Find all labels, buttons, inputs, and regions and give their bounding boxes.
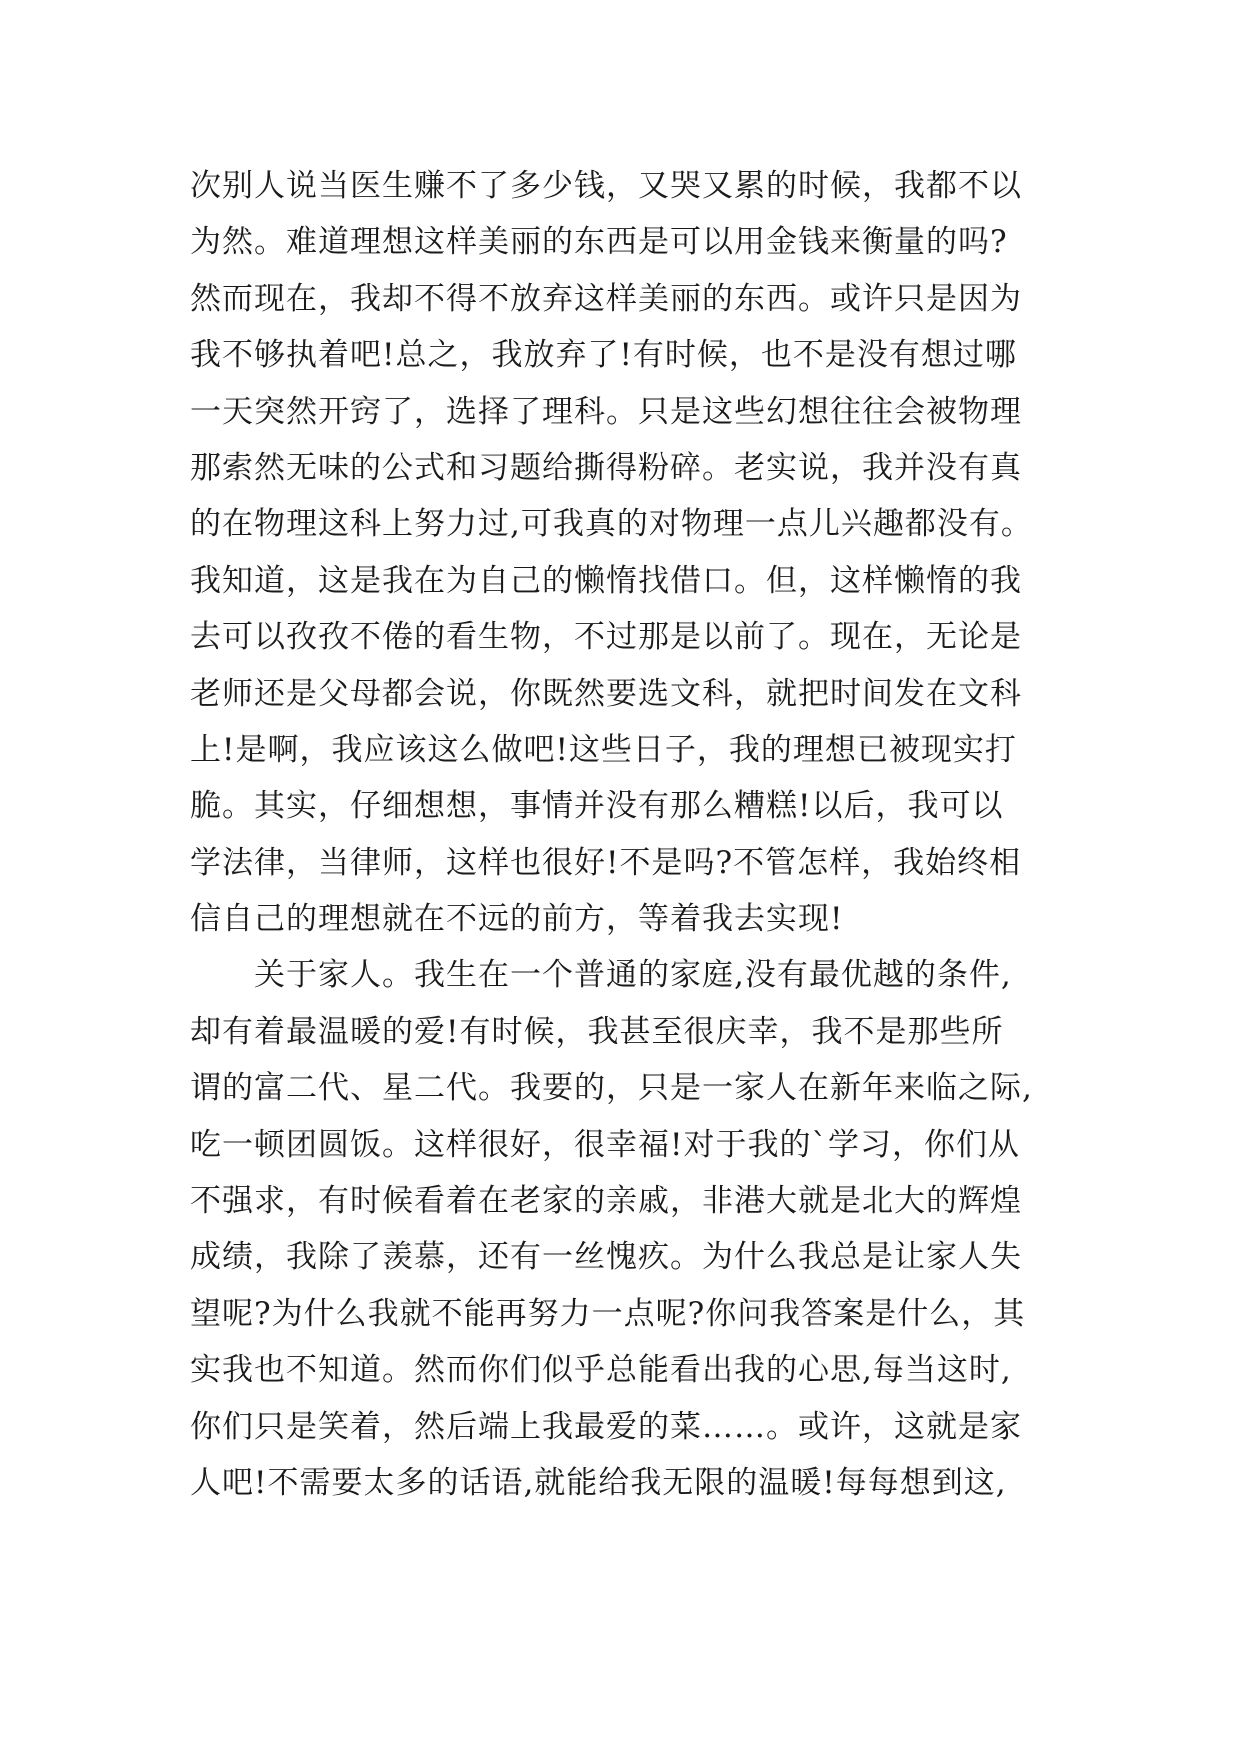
text-line: 谓的富二代、星二代。我要的，只是一家人在新年来临之际, bbox=[190, 1070, 1033, 1107]
text-line: 上!是啊，我应该这么做吧!这些日子，我的理想已被现实打 bbox=[190, 731, 1017, 768]
paragraph-start-line: 关于家人。我生在一个普通的家庭,没有最优越的条件, bbox=[190, 957, 1012, 994]
text-line: 老师还是父母都会说，你既然要选文科，就把时间发在文科 bbox=[190, 675, 1022, 712]
text-line: 信自己的理想就在不远的前方，等着我去实现! bbox=[190, 901, 844, 938]
text-line: 脆。其实，仔细想想，事情并没有那么糟糕!以后，我可以 bbox=[190, 788, 1004, 825]
text-line: 不强求，有时候看着在老家的亲戚，非港大就是北大的辉煌 bbox=[190, 1183, 1022, 1220]
text-line: 实我也不知道。然而你们似乎总能看出我的心思,每当这时, bbox=[190, 1352, 1012, 1389]
text-line: 望呢?为什么我就不能再努力一点呢?你问我答案是什么，其 bbox=[190, 1295, 1026, 1332]
text-line: 那索然无味的公式和习题给撕得粉碎。老实说，我并没有真 bbox=[190, 449, 1022, 486]
body-text bbox=[190, 158, 1050, 1511]
text-line: 学法律，当律师，这样也很好!不是吗?不管怎样，我始终相 bbox=[190, 844, 1022, 881]
text-line: 你们只是笑着，然后端上我最爱的菜……。或许，这就是家 bbox=[190, 1408, 1022, 1445]
text-line: 吃一顿团圆饭。这样很好，很幸福!对于我的`学习，你们从 bbox=[190, 1126, 1020, 1163]
text-line: 然而现在，我却不得不放弃这样美丽的东西。或许只是因为 bbox=[190, 280, 1022, 317]
text-line: 我不够执着吧!总之，我放弃了!有时候，也不是没有想过哪 bbox=[190, 337, 1017, 374]
text-line: 成绩，我除了羡慕，还有一丝愧疚。为什么我总是让家人失 bbox=[190, 1239, 1022, 1276]
text-line: 我知道，这是我在为自己的懒惰找借口。但，这样懒惰的我 bbox=[190, 562, 1022, 599]
text-line: 却有着最温暖的爱!有时候，我甚至很庆幸，我不是那些所 bbox=[190, 1013, 1004, 1050]
text-line: 为然。难道理想这样美丽的东西是可以用金钱来衡量的吗? bbox=[190, 224, 1008, 261]
text-line: 去可以孜孜不倦的看生物，不过那是以前了。现在，无论是 bbox=[190, 619, 1022, 656]
text-line: 人吧!不需要太多的话语,就能给我无限的温暖!每每想到这, bbox=[190, 1464, 1007, 1501]
text-line: 的在物理这科上努力过,可我真的对物理一点儿兴趣都没有。 bbox=[190, 506, 1033, 543]
text-line: 一天突然开窍了，选择了理科。只是这些幻想往往会被物理 bbox=[190, 393, 1022, 430]
text-line: 次别人说当医生赚不了多少钱，又哭又累的时候，我都不以 bbox=[190, 168, 1022, 204]
